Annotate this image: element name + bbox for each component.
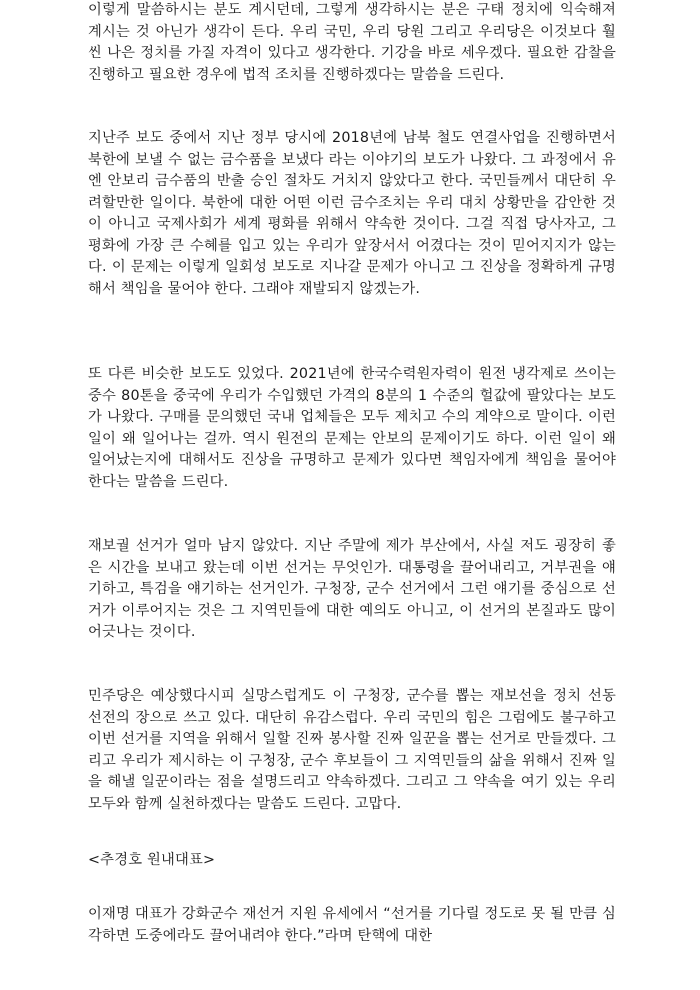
speaker-heading: <추경호 원내대표> (88, 852, 216, 868)
paragraph-democratic-party: 민주당은 예상했다시피 실망스럽게도 이 구청장, 군수를 뽑는 재보선을 정치 선동 선전의 장으로 쓰고 있다. 대단히 유감스럽다. 우리 국민의 힘은 그럼에도 불구하고 이번 선거를 지역을 위해서 일할 진짜 봉사할 진짜 일꾼을 뽑는 선거로 만들겠다. 그리고 우리가 제시하는 이 구청장, 군수 후보들이 그 지역민들의 삶을 위해서 진짜 일을 해낼 일꾼이라는 점을 설명드리고 약속하겠다. 그리고 그 약속을 여기 있는 우리 모두와 함께 실천하겠다는 말씀도 드린다. 고맙다. (88, 688, 616, 812)
paragraph-railway-report: 지난주 보도 중에서 지난 정부 당시에 2018년에 남북 철도 연결사업을 진행하면서 북한에 보낼 수 없는 금수품을 보냈다 라는 이야기의 보도가 나왔다. 그 과정에서 유엔 안보리 금수품의 반출 승인 절차도 거치지 않았다고 한다. 국민들께서 대단히 우려할만한 일이다. 북한에 대한 어떤 이런 금수조치는 우리 대치 상황만을 감안한 것이 아니고 국제사회가 세계 평화를 위해서 약속한 것이다. 그걸 직접 당사자고, 그 평화에 가장 큰 수혜를 입고 있는 우리가 앞장서서 어겼다는 것이 믿어지지가 않는다. 이 문제는 이렇게 일회성 보도로 지나갈 문제가 아니고 그 진상을 정확하게 규명해서 책임을 물어야 한다. 그래야 재발되지 않겠는가. (88, 130, 616, 297)
paragraph-impeachment: 이재명 대표가 강화군수 재선거 지원 유세에서 “선거를 기다릴 정도로 못 될 만큼 심각하면 도중에라도 끌어내려야 한다.”라며 탄핵에 대한 (88, 906, 616, 944)
paragraph-heavy-water-report: 또 다른 비슷한 보도도 있었다. 2021년에 한국수력원자력이 원전 냉각제로 쓰이는 중수 80톤을 중국에 우리가 수입했던 가격의 8분의 1 수준의 헐값에 팔았다는 보도가 나왔다. 구매를 문의했던 국내 업체들은 모두 제치고 수의 계약으로 말이다. 이런 일이 왜 일어나는 걸까. 역시 원전의 문제는 안보의 문제이기도 하다. 이런 일이 왜 일어났는지에 대해서도 진상을 규명하고 문제가 있다면 책임자에게 책임을 물어야 한다는 말씀을 드린다. (88, 366, 616, 490)
paragraph-by-election: 재보궐 선거가 얼마 남지 않았다. 지난 주말에 제가 부산에서, 사실 저도 굉장히 좋은 시간을 보내고 왔는데 이번 선거는 무엇인가. 대통령을 끌어내리고, 거부권을 얘기하고, 특검을 얘기하는 선거인가. 구청장, 군수 선거에서 그런 얘기를 중심으로 선거가 이루어지는 것은 그 지역민들에 대한 예의도 아니고, 이 선거의 본질과도 많이 어긋나는 것이다. (88, 538, 616, 640)
paragraph-discipline: 이렇게 말씀하시는 분도 계시던데, 그렇게 생각하시는 분은 구태 정치에 익숙해져 계시는 것 아닌가 생각이 든다. 우리 국민, 우리 당원 그리고 우리당은 이것보다 훨씬 나은 정치를 가질 자격이 있다고 생각한다. 기강을 바로 세우겠다. 필요한 감찰을 진행하고 필요한 경우에 법적 조치를 진행하겠다는 말씀을 드린다. (88, 2, 616, 83)
